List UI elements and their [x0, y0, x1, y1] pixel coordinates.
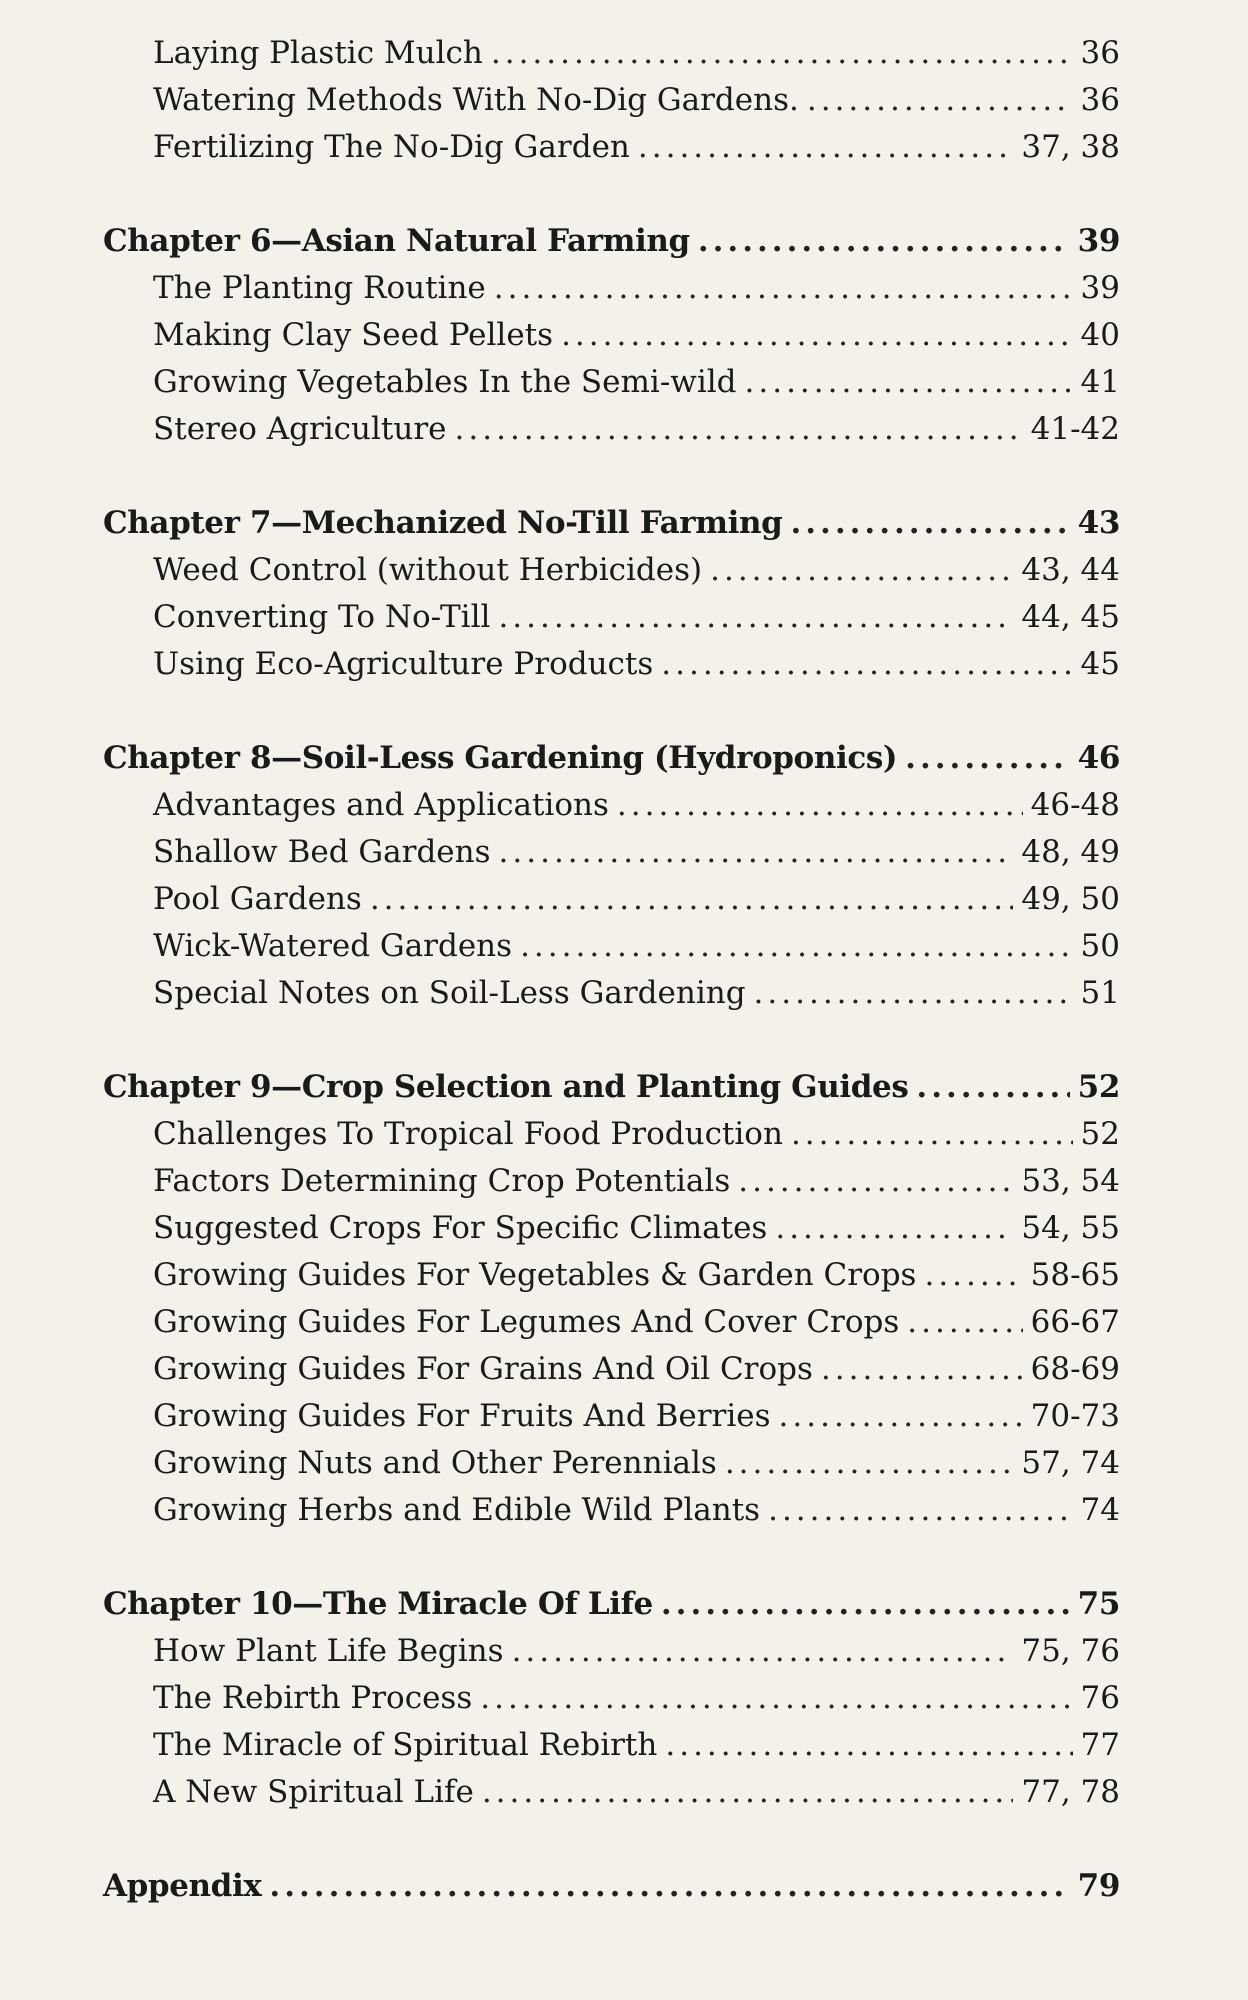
dot-leader [905, 735, 1070, 782]
dot-leader [455, 406, 1023, 453]
toc-section-chapter-8 [0, 735, 1248, 1017]
dot-leader [661, 641, 1072, 688]
chapter-heading [0, 735, 1248, 782]
entry-title: Challenges To Tropical Food Production [153, 1116, 783, 1152]
toc-section-chapter-5-continued [0, 30, 1248, 171]
entry-title: Growing Guides For Grains And Oil Crops [153, 1351, 813, 1387]
entry-page: 40 [1080, 317, 1120, 353]
entry-title: The Rebirth Process [153, 1680, 473, 1716]
entry-title: The Planting Routine [153, 270, 486, 306]
toc-entry [0, 1346, 1248, 1393]
dot-leader [754, 970, 1073, 1017]
entry-title: Growing Guides For Legumes And Cover Crops [153, 1304, 900, 1340]
chapter-title: Chapter 9—Crop Selection and Planting Guides [103, 1069, 909, 1105]
chapter-title: Chapter 6—Asian Natural Farming [103, 223, 690, 259]
chapter-page: 75 [1077, 1586, 1120, 1622]
dot-leader [738, 1158, 1013, 1205]
chapter-page: 46 [1077, 740, 1120, 776]
dot-leader [499, 829, 1014, 876]
entry-title: Shallow Bed Gardens [153, 834, 491, 870]
dot-leader [924, 1252, 1022, 1299]
toc-entry [0, 265, 1248, 312]
toc-entry [0, 970, 1248, 1017]
entry-page: 50 [1080, 928, 1120, 964]
entry-title: How Plant Life Begins [153, 1633, 504, 1669]
toc-entry [0, 923, 1248, 970]
toc-section-chapter-6 [0, 218, 1248, 453]
dot-leader [665, 1722, 1072, 1769]
toc-entry [0, 1158, 1248, 1205]
dot-leader [745, 359, 1073, 406]
dot-leader [807, 77, 1073, 124]
entry-page: 77, 78 [1021, 1774, 1120, 1810]
toc-section-chapter-7 [0, 500, 1248, 688]
entry-page: 51 [1080, 975, 1120, 1011]
entry-page: 57, 74 [1021, 1445, 1120, 1481]
appendix-heading [0, 1863, 1248, 1910]
chapter-page: 43 [1077, 505, 1120, 541]
toc-entry [0, 1769, 1248, 1816]
toc-section-appendix [0, 1863, 1248, 1910]
entry-page: 46-48 [1030, 787, 1120, 823]
entry-page: 52 [1080, 1116, 1120, 1152]
entry-title: Special Notes on Soil-Less Gardening [153, 975, 746, 1011]
entry-title: Fertilizing The No-Dig Garden [153, 129, 630, 165]
dot-leader [638, 124, 1014, 171]
entry-page: 45 [1080, 646, 1120, 682]
chapter-heading [0, 1581, 1248, 1628]
entry-page: 77 [1080, 1727, 1120, 1763]
dot-leader [790, 500, 1069, 547]
entry-page: 44, 45 [1021, 599, 1120, 635]
entry-title: Using Eco-Agriculture Products [153, 646, 654, 682]
toc-entry [0, 1628, 1248, 1675]
entry-title: Factors Determining Crop Potentials [153, 1163, 731, 1199]
entry-title: Watering Methods With No-Dig Gardens. [153, 82, 799, 118]
chapter-title: Chapter 10—The Miracle Of Life [103, 1586, 653, 1622]
entry-title: Growing Vegetables In the Semi-wild [153, 364, 737, 400]
entry-title: Growing Guides For Vegetables & Garden Crops [153, 1257, 917, 1293]
entry-page: 41-42 [1030, 411, 1120, 447]
chapter-title: Chapter 8—Soil-Less Gardening (Hydroponics) [103, 740, 898, 776]
dot-leader [698, 218, 1070, 265]
entry-page: 43, 44 [1021, 552, 1120, 588]
entry-title: Advantages and Applications [153, 787, 609, 823]
dot-leader [661, 1581, 1070, 1628]
entry-title: Suggested Crops For Specific Climates [153, 1210, 768, 1246]
entry-page: 53, 54 [1021, 1163, 1120, 1199]
entry-page: 54, 55 [1021, 1210, 1120, 1246]
entry-page: 41 [1080, 364, 1120, 400]
dot-leader [775, 1205, 1013, 1252]
toc-entry [0, 1722, 1248, 1769]
chapter-title: Appendix [103, 1868, 262, 1904]
chapter-page: 39 [1077, 223, 1120, 259]
dot-leader [768, 1487, 1072, 1534]
entry-page: 36 [1080, 35, 1120, 71]
dot-leader [491, 30, 1073, 77]
entry-page: 70-73 [1030, 1398, 1120, 1434]
dot-leader [482, 1769, 1014, 1816]
toc-entry [0, 547, 1248, 594]
toc-section-chapter-10 [0, 1581, 1248, 1816]
toc-entry [0, 359, 1248, 406]
toc-entry [0, 124, 1248, 171]
toc-entry [0, 1440, 1248, 1487]
entry-title: Stereo Agriculture [153, 411, 447, 447]
toc-entry [0, 1675, 1248, 1722]
toc-entry [0, 1111, 1248, 1158]
entry-page: 76 [1080, 1680, 1120, 1716]
dot-leader [494, 265, 1073, 312]
toc-entry [0, 1299, 1248, 1346]
chapter-page: 52 [1077, 1069, 1120, 1105]
toc-entry [0, 1252, 1248, 1299]
entry-title: Growing Guides For Fruits And Berries [153, 1398, 771, 1434]
toc-entry [0, 782, 1248, 829]
entry-page: 68-69 [1030, 1351, 1120, 1387]
chapter-heading [0, 218, 1248, 265]
dot-leader [520, 923, 1072, 970]
dot-leader [617, 782, 1023, 829]
entry-title: Wick-Watered Gardens [153, 928, 513, 964]
chapter-page: 79 [1077, 1868, 1120, 1904]
toc-entry [0, 406, 1248, 453]
entry-title: Growing Herbs and Edible Wild Plants [153, 1492, 761, 1528]
entry-page: 58-65 [1030, 1257, 1120, 1293]
dot-leader [821, 1346, 1023, 1393]
entry-title: Making Clay Seed Pellets [153, 317, 554, 353]
dot-leader [561, 312, 1072, 359]
toc-entry [0, 876, 1248, 923]
chapter-title: Chapter 7—Mechanized No-Till Farming [103, 505, 783, 541]
toc-entry [0, 1393, 1248, 1440]
dot-leader [498, 594, 1013, 641]
toc-entry [0, 594, 1248, 641]
entry-title: Growing Nuts and Other Perennials [153, 1445, 717, 1481]
entry-page: 36 [1080, 82, 1120, 118]
dot-leader [916, 1064, 1069, 1111]
entry-page: 37, 38 [1021, 129, 1120, 165]
toc-entry [0, 641, 1248, 688]
dot-leader [710, 547, 1013, 594]
toc-entry [0, 1487, 1248, 1534]
entry-page: 49, 50 [1021, 881, 1120, 917]
dot-leader [269, 1863, 1069, 1910]
dot-leader [512, 1628, 1014, 1675]
entry-page: 66-67 [1030, 1304, 1120, 1340]
toc-section-chapter-9 [0, 1064, 1248, 1534]
toc-entry [0, 829, 1248, 876]
dot-leader [779, 1393, 1023, 1440]
toc-entry [0, 30, 1248, 77]
entry-page: 48, 49 [1021, 834, 1120, 870]
dot-leader [791, 1111, 1073, 1158]
dot-leader [370, 876, 1014, 923]
entry-page: 39 [1080, 270, 1120, 306]
entry-page: 74 [1080, 1492, 1120, 1528]
entry-title: Laying Plastic Mulch [153, 35, 483, 71]
dot-leader [907, 1299, 1022, 1346]
entry-page: 75, 76 [1021, 1633, 1120, 1669]
toc-entry [0, 1205, 1248, 1252]
chapter-heading [0, 500, 1248, 547]
entry-title: Weed Control (without Herbicides) [153, 552, 703, 588]
toc-entry [0, 312, 1248, 359]
dot-leader [725, 1440, 1014, 1487]
entry-title: Converting To No-Till [153, 599, 491, 635]
entry-title: The Miracle of Spiritual Rebirth [153, 1727, 658, 1763]
entry-title: A New Spiritual Life [153, 1774, 474, 1810]
toc-entry [0, 77, 1248, 124]
entry-title: Pool Gardens [153, 881, 362, 917]
chapter-heading [0, 1064, 1248, 1111]
dot-leader [480, 1675, 1072, 1722]
